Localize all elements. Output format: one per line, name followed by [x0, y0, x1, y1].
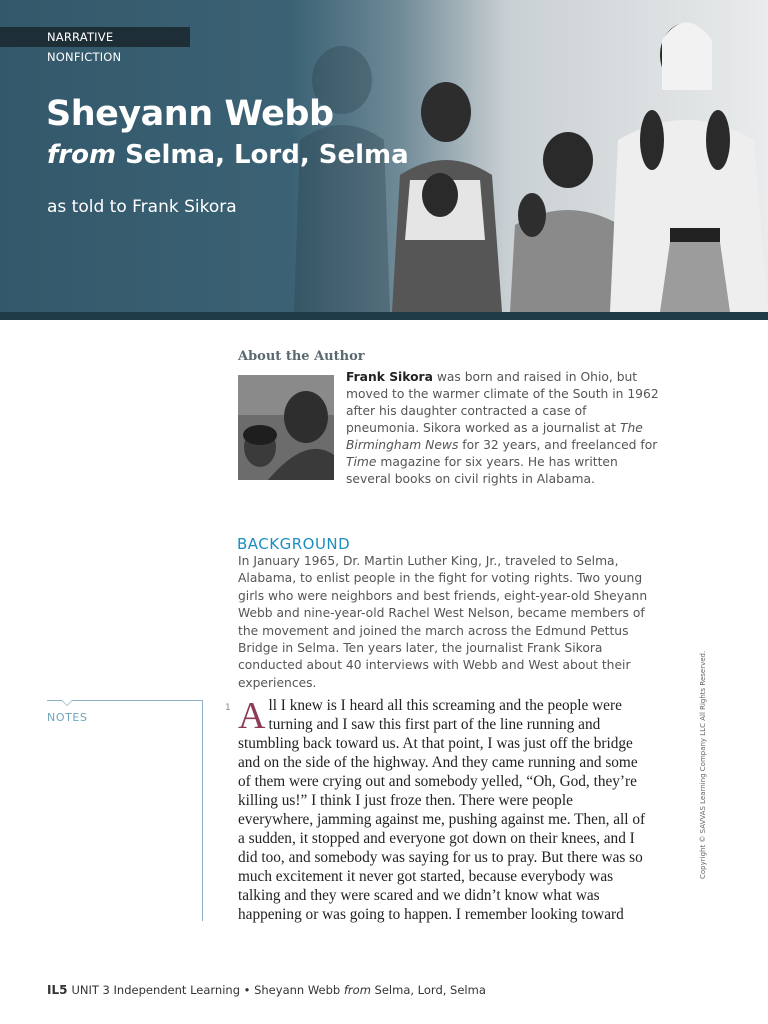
author-name: Frank Sikora [346, 370, 433, 384]
notes-box[interactable] [47, 700, 203, 921]
byline: as told to Frank Sikora [47, 197, 237, 217]
about-text-part: for 32 years, and freelanced for [458, 438, 658, 452]
publication-name: Time [346, 455, 377, 469]
page-title: Sheyann Webb [46, 94, 334, 134]
banner-divider [0, 312, 768, 320]
footer-text: Selma, Lord, Selma [370, 983, 486, 997]
footer-from: from [343, 983, 371, 997]
notes-label: NOTES [47, 711, 88, 724]
copyright-notice [698, 650, 708, 880]
subtitle-from: from [47, 140, 117, 170]
author-photo [238, 375, 334, 480]
page-subtitle [47, 140, 409, 170]
notes-notch-inner [62, 700, 72, 705]
header-banner [0, 0, 768, 312]
copyright-text: Copyright © SAVVAS Learning Company LLC All Rights Reserved. [699, 650, 707, 879]
about-heading: About the Author [238, 349, 365, 364]
about-text-part: magazine for six years. He has written several books on civil rights in Alabama. [346, 455, 618, 486]
drop-cap: A [238, 695, 266, 737]
body-paragraph-text: ll I knew is I heard all this screaming and the people were turning and I saw this first part of the line running and stumbling back toward us. At that point, I was just off the bridge and on the side of the highway. And they came running and some of them were crying out and somebody yelled, “Oh, God, they’re killing us!” I think I just froze then. There were people everywhere, jamming against me, pushing against me. Then, all of a sudden, it stopped and everyone got down on their knees, and I did too, and somebody was saying for us to pray. But there was so much excitement it never got started, because everybody was talking and they were scared and we didn’t know what was happening or was going to happen. I remember looking toward [238, 697, 646, 923]
page-number: IL5 [47, 983, 68, 997]
genre-label: NARRATIVE NONFICTION [0, 27, 190, 47]
background-heading: BACKGROUND [237, 535, 351, 553]
about-text-part: was born and raised in Ohio, but moved to the warmer climate of the South in 1962 after his daughter contracted a case of pneumonia. Sikora worked as a journalist at [346, 370, 659, 435]
page-footer [47, 983, 486, 997]
background-text: In January 1965, Dr. Martin Luther King, Jr., traveled to Selma, Alabama, to enlist people in the fight for voting rights. Two young girls who were neighbors and best friends, eight-year-old Sheyann Webb and nine-year-old Rachel West Nelson, became members of the movement and joined the march across the Edmund Pettus Bridge in Selma. Ten years later, the journalist Frank Sikora conducted about 40 interviews with Webb and West about their experiences. [238, 554, 648, 690]
body-paragraph [238, 696, 650, 924]
publication-name: The Birmingham News [346, 421, 643, 452]
subtitle-work: Selma, Lord, Selma [125, 140, 409, 170]
paragraph-number: 1 [225, 703, 231, 713]
footer-text: UNIT 3 Independent Learning • Sheyann Webb [71, 983, 344, 997]
about-text [346, 369, 662, 488]
